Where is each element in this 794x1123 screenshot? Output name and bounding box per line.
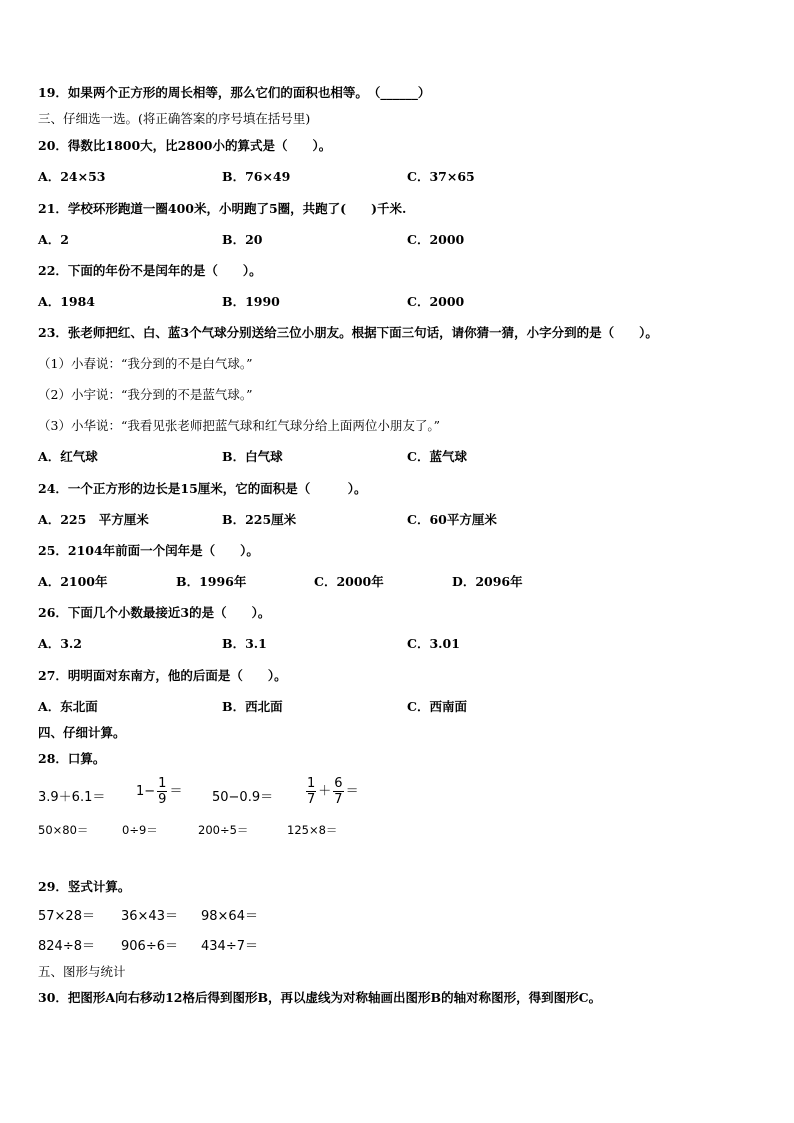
- option-a: A．东北面: [38, 699, 98, 714]
- question-26-options: [38, 634, 738, 652]
- expression: 906÷6＝: [121, 939, 178, 954]
- fraction: [306, 776, 316, 807]
- option-c: C．3.01: [407, 636, 460, 651]
- fraction-denominator: 7: [307, 792, 316, 807]
- option-a: A．红气球: [38, 449, 98, 464]
- expression: 0÷9＝: [122, 823, 158, 837]
- expression: 824÷8＝: [38, 939, 95, 954]
- expression-2-prefix: 1−: [136, 784, 156, 799]
- fraction-numerator: 6: [334, 776, 343, 791]
- expression-row-2: [38, 935, 438, 953]
- question-21-stem: 21．学校环形跑道一圈400米，小明跑了5圈，共跑了( )千米.: [38, 201, 407, 216]
- question-22-stem: 22．下面的年份不是闰年的是（ ）。: [38, 263, 262, 278]
- option-d: D．2096年: [452, 574, 523, 589]
- question-23-options: [38, 447, 738, 465]
- fraction-denominator: 7: [334, 792, 343, 807]
- option-c: C．西南面: [407, 699, 467, 714]
- question-23-statement-1: （1）小春说：“我分到的不是白气球。”: [38, 356, 253, 371]
- question-23-statement-3: （3）小华说：“我看见张老师把蓝气球和红气球分给上面两位小朋友了。”: [38, 418, 440, 433]
- option-b: B．225厘米: [222, 512, 297, 527]
- question-20-options: [38, 167, 738, 185]
- question-29-stem: 29．竖式计算。: [38, 879, 131, 894]
- question-22-options: [38, 292, 738, 310]
- option-b: B．3.1: [222, 636, 267, 651]
- option-a: A．24×53: [38, 169, 106, 184]
- option-c: C．2000: [407, 294, 465, 309]
- question-23-statement-2: （2）小宇说：“我分到的不是蓝气球。”: [38, 387, 253, 402]
- fraction: [333, 776, 343, 807]
- option-c: C．2000年: [314, 574, 384, 589]
- question-26-stem: 26．下面几个小数最接近3的是（ ）。: [38, 605, 271, 620]
- expression: 98×64＝: [201, 909, 258, 924]
- option-b: B．76×49: [222, 169, 291, 184]
- question-23-stem: 23．张老师把红、白、蓝3个气球分别送给三位小朋友。根据下面三句话，请你猜一猜，小字分到的是（ ）。: [38, 325, 658, 340]
- option-a: A．2100年: [38, 574, 108, 589]
- option-c: C．60平方厘米: [407, 512, 497, 527]
- question-24-options: [38, 510, 738, 528]
- option-c: C．蓝气球: [407, 449, 467, 464]
- question-19: 19．如果两个正方形的周长相等，那么它们的面积也相等。 （______）: [38, 85, 431, 100]
- option-b: B．1990: [222, 294, 280, 309]
- section-heading-geometry: 五、图形与统计: [38, 964, 126, 979]
- section-heading-calculation: 四、仔细计算。: [38, 725, 126, 740]
- option-c: C．2000: [407, 232, 465, 247]
- expression-1: 3.9＋6.1＝: [38, 790, 106, 805]
- expression-2: [136, 776, 182, 807]
- question-30: 30．把图形A向右移动12格后得到图形B，再以虚线为对称轴画出图形B的轴对称图形，得到图形C。: [38, 990, 602, 1005]
- equals-sign: ＝: [345, 784, 359, 799]
- question-21-options: [38, 230, 738, 248]
- question-25-options: [38, 572, 738, 590]
- expression: 57×28＝: [38, 909, 95, 924]
- option-b: B．1996年: [176, 574, 247, 589]
- question-27-stem: 27．明明面对东南方，他的后面是（ ）。: [38, 668, 287, 683]
- expression: 200÷5＝: [198, 823, 249, 837]
- option-a: A．2: [38, 232, 69, 247]
- section-heading-choice: 三、仔细选一选。(将正确答案的序号填在括号里): [38, 111, 311, 126]
- fraction-denominator: 9: [158, 792, 167, 807]
- question-27-options: [38, 697, 738, 715]
- question-28-stem: 28．口算。: [38, 751, 106, 766]
- question-25-stem: 25．2104年前面一个闰年是（ ）。: [38, 543, 259, 558]
- option-b: B．白气球: [222, 449, 283, 464]
- question-24-stem: 24．一个正方形的边长是15厘米，它的面积是（ ）。: [38, 481, 367, 496]
- equals-sign: ＝: [169, 784, 183, 799]
- expression: 50×80＝: [38, 823, 89, 837]
- fraction-numerator: 1: [158, 776, 167, 791]
- option-a: A．3.2: [38, 636, 82, 651]
- expression-3: 50−0.9＝: [212, 790, 274, 805]
- question-20-stem: 20．得数比1800大，比2800小的算式是（ ）。: [38, 138, 332, 153]
- option-b: B．西北面: [222, 699, 283, 714]
- plus-sign: ＋: [318, 784, 332, 799]
- fraction-numerator: 1: [307, 776, 316, 791]
- expression-4: [304, 776, 359, 807]
- expression: 434÷7＝: [201, 939, 258, 954]
- fraction: [157, 776, 167, 807]
- expression: 36×43＝: [121, 909, 178, 924]
- option-a: A．225 平方厘米: [38, 512, 149, 527]
- expression-row-1: [38, 905, 438, 923]
- expression-row-2: [38, 822, 438, 840]
- option-c: C．37×65: [407, 169, 475, 184]
- option-a: A．1984: [38, 294, 95, 309]
- option-b: B．20: [222, 232, 263, 247]
- expression: 125×8＝: [287, 823, 338, 837]
